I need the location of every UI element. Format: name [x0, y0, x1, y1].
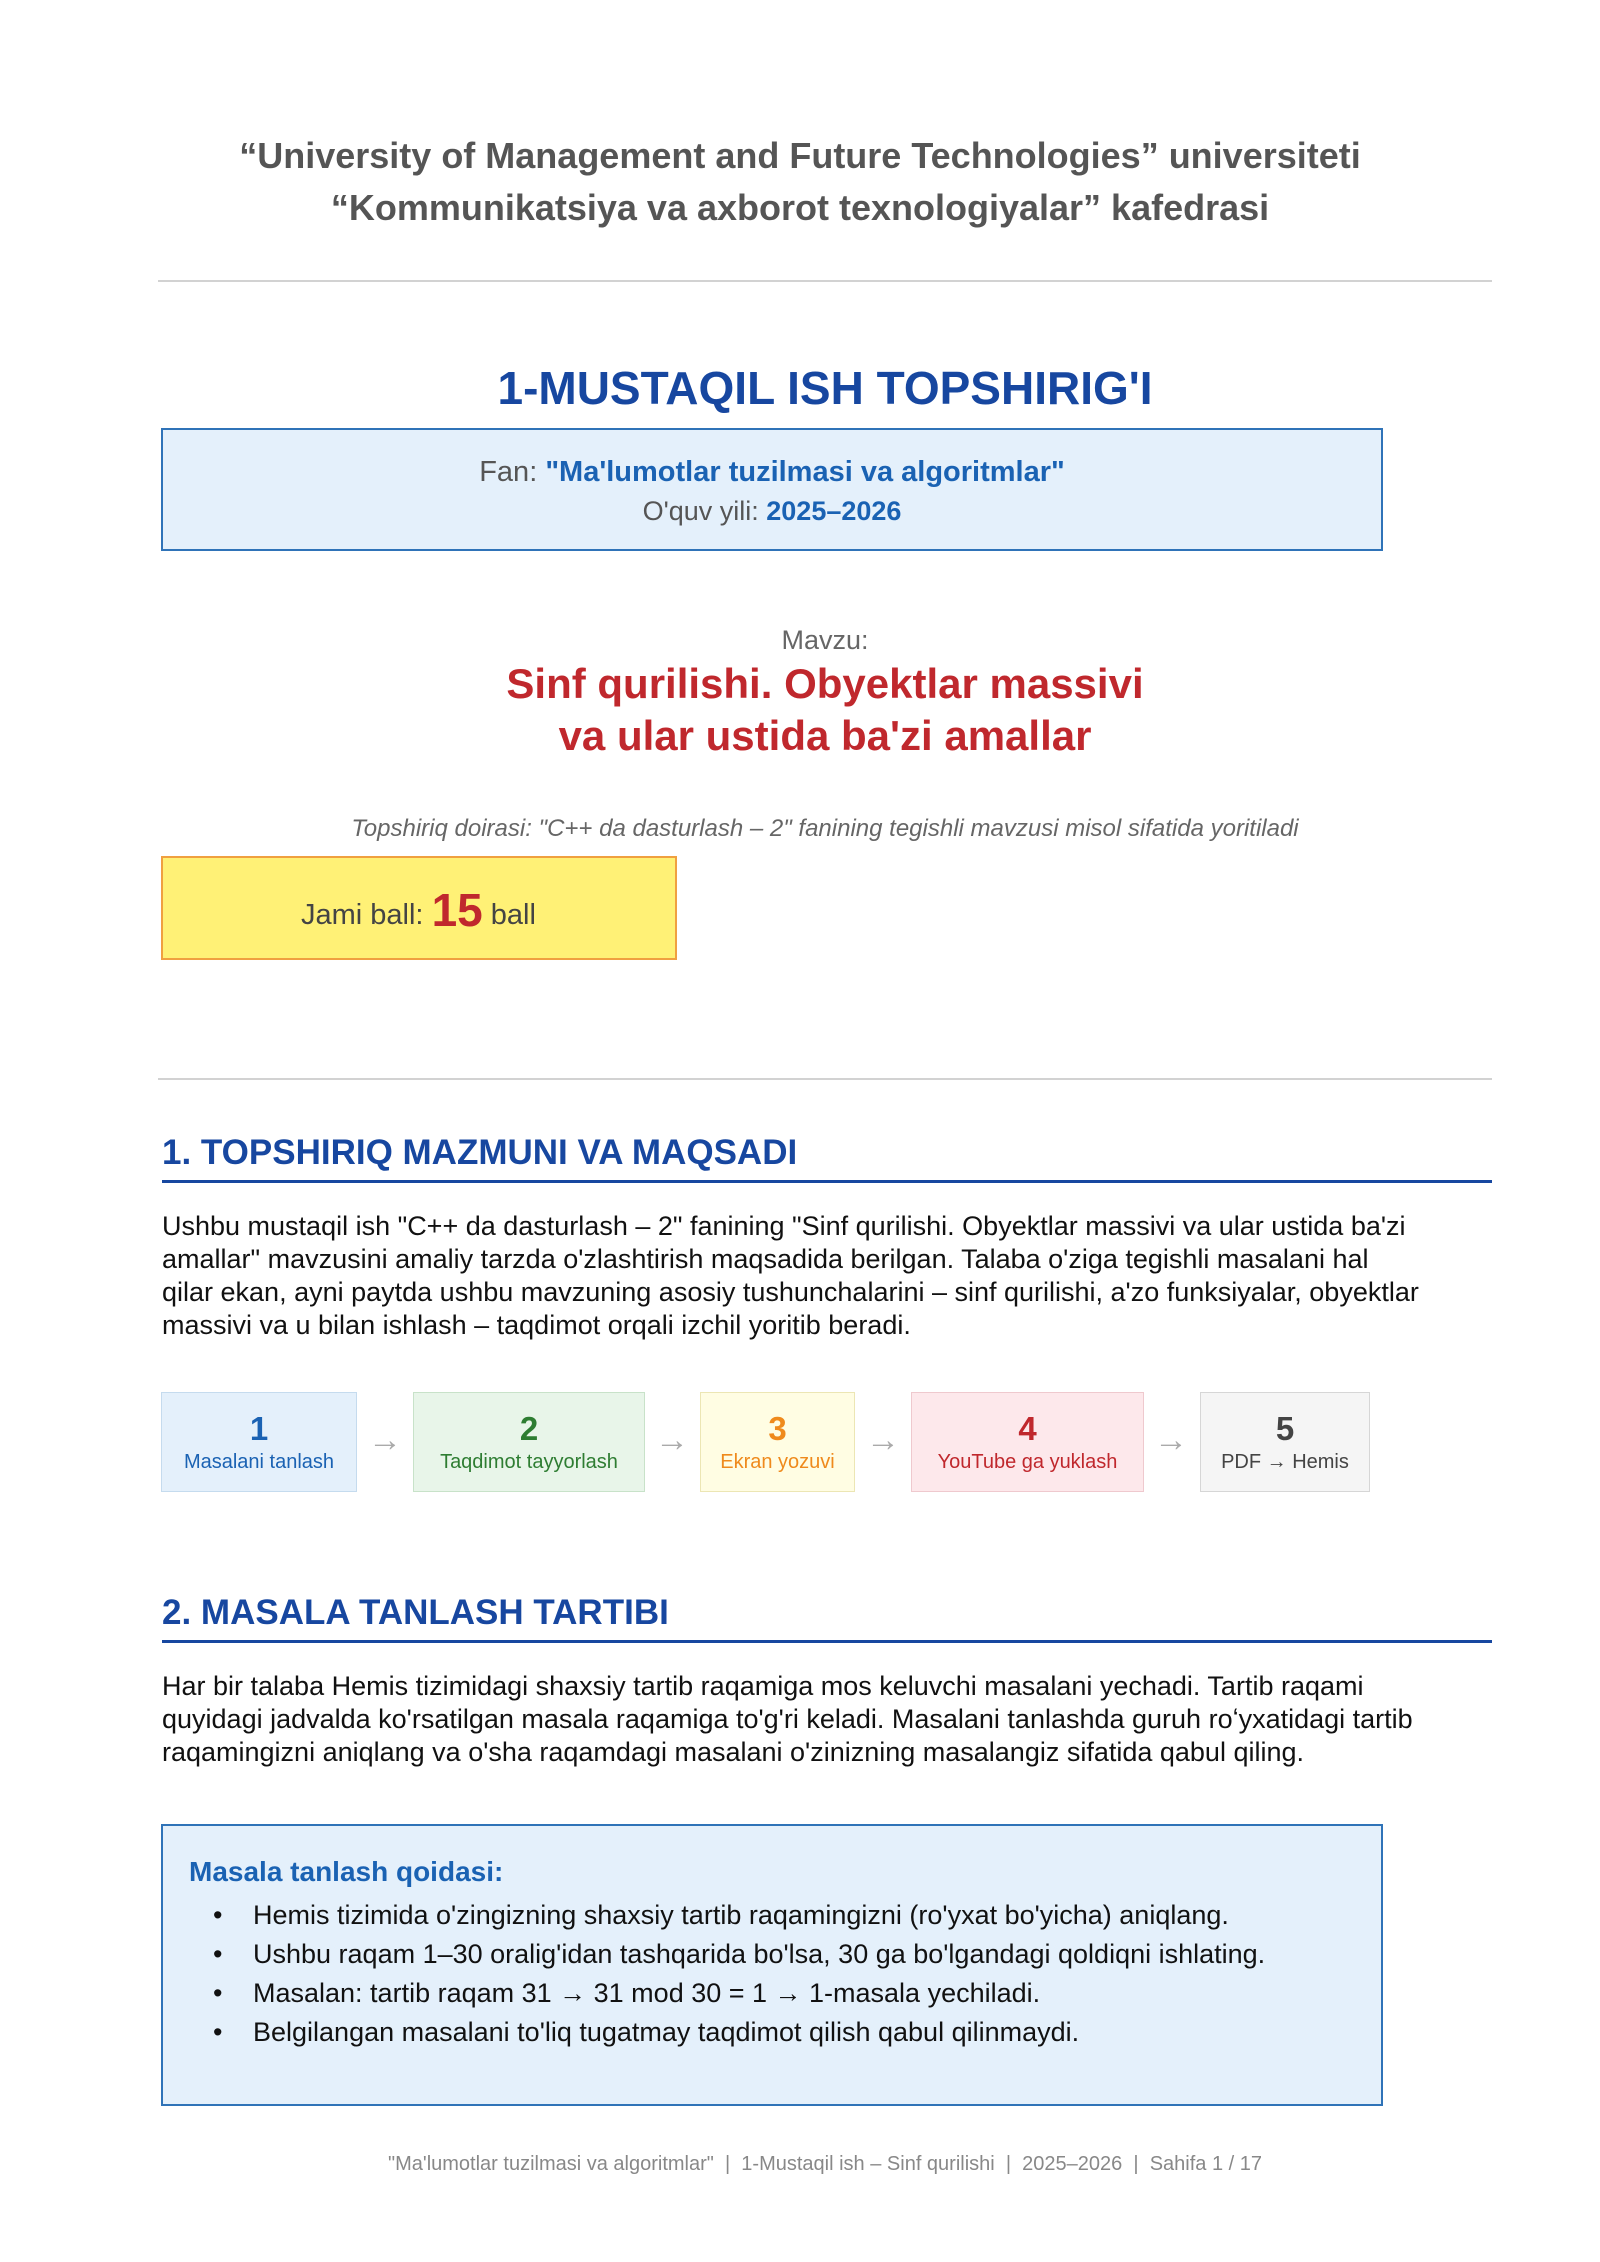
- arrow-right-icon: →: [368, 1421, 402, 1459]
- course-label: Fan:: [479, 456, 538, 488]
- rule-text: Hemis tizimida o'zingizning shaxsiy tartib raqamingizni (ro'yxat bo'yicha) aniqlang.: [253, 1900, 1229, 1930]
- bullet-icon: [189, 2013, 227, 2052]
- list-item: [189, 1974, 1265, 2013]
- workflow-step-pdf-hemis: [1200, 1392, 1370, 1492]
- step-number: 1: [249, 1410, 269, 1447]
- page-footer: "Ma'lumotlar tuzilmasi va algoritmlar" | 1-Mustaqil ish – Sinf qurilishi | 2025–2026 | Sahifa 1 / 17: [388, 2153, 1262, 2175]
- step-label: Masalani tanlash: [183, 1451, 335, 1473]
- header-divider: [158, 280, 1492, 282]
- step-label: Ekran yozuvi: [720, 1451, 835, 1473]
- rule-text: Ushbu raqam 1–30 oralig'idan tashqarida bo'lsa, 30 ga bo'lgandagi qoldiqni ishlating.: [253, 1939, 1266, 1969]
- topic-label: Mavzu:: [781, 625, 869, 655]
- list-item: [189, 2013, 1265, 2052]
- section-1-paragraph: [162, 1210, 1492, 1342]
- year-label: O'quv yili:: [642, 496, 759, 526]
- paragraph-line: qilar ekan, ayni paytda ushbu mavzuning asosiy tushunchalarini – sinf qurilishi, a'zo funksiyalar, obyektlar: [162, 1277, 1419, 1307]
- selection-rules-box: [161, 1824, 1383, 2106]
- step-label: PDF → Hemis: [1221, 1451, 1349, 1473]
- course-info-box: [161, 428, 1383, 551]
- task-scope: Topshiriq doirasi: "C++ da dasturlash – 2" fanining tegishli mavzusi misol sifatida yoritiladi: [351, 815, 1299, 842]
- page-title: 1-MUSTAQIL ISH TOPSHIRIG'I: [497, 362, 1153, 414]
- rule-text: Masalan: tartib raqam 31 → 31 mod 30 = 1 → 1-masala yechiladi.: [253, 1978, 1041, 2008]
- year-value: 2025–2026: [766, 496, 902, 526]
- rule-text: Belgilangan masalani to'liq tugatmay taqdimot qilish qabul qilinmaydi.: [253, 2017, 1080, 2047]
- score-value: 15: [431, 884, 483, 936]
- paragraph-line: Har bir talaba Hemis tizimidagi shaxsiy tartib raqamiga mos keluvchi masalani yechadi. Tartib raqami: [162, 1671, 1364, 1701]
- bullet-icon: [189, 1935, 227, 1974]
- arrow-right-icon: →: [655, 1421, 689, 1459]
- year-line: [163, 492, 1381, 530]
- course-line: [163, 452, 1381, 492]
- bullet-icon: [189, 1896, 227, 1935]
- topic-line-1: Sinf qurilishi. Obyektlar massivi: [506, 660, 1144, 707]
- step-label: Taqdimot tayyorlash: [440, 1451, 618, 1473]
- paragraph-line: massivi va u bilan ishlash – taqdimot orqali izchil yoritib beradi.: [162, 1310, 911, 1340]
- step-number: 4: [1018, 1410, 1037, 1447]
- paragraph-line: raqamingizni aniqlang va o'sha raqamdagi masalani o'zinizning masalangiz sifatida qabul qiling.: [162, 1737, 1304, 1767]
- department-name: “Kommunikatsiya va axborot texnologiyalar” kafedrasi: [330, 187, 1270, 228]
- step-label: YouTube ga yuklash: [937, 1451, 1118, 1473]
- step-number: 2: [519, 1410, 539, 1447]
- score-text: [301, 886, 536, 939]
- step-number: 5: [1275, 1410, 1295, 1447]
- workflow-step-select: [161, 1392, 357, 1492]
- arrow-right-icon: →: [866, 1421, 900, 1459]
- workflow-step-presentation: [413, 1392, 645, 1492]
- paragraph-line: Ushbu mustaqil ish "C++ da dasturlash – 2" fanining "Sinf qurilishi. Obyektlar massivi va ular ustida ba'zi: [162, 1211, 1406, 1241]
- score-unit: ball: [490, 899, 536, 931]
- section-2-paragraph: [162, 1670, 1492, 1769]
- section-2-rule: [162, 1640, 1492, 1643]
- topic-line-2: va ular ustida ba'zi amallar: [558, 712, 1092, 759]
- rules-list: [189, 1896, 1265, 2052]
- step-number: 3: [768, 1410, 787, 1447]
- paragraph-line: amallar" mavzusini amaliy tarzda o'zlashtirish maqsadida berilgan. Talaba o'ziga tegishli masalani hal: [162, 1244, 1369, 1274]
- score-label: Jami ball:: [301, 899, 424, 931]
- paragraph-line: quyidagi jadvalda ko'rsatilgan masala raqamiga to'g'ri keladi. Masalani tanlashda guruh roʻyxatidagi tartib: [162, 1704, 1413, 1734]
- course-value: "Ma'lumotlar tuzilmasi va algoritmlar": [545, 456, 1065, 488]
- section-1-rule: [162, 1180, 1492, 1183]
- workflow-step-youtube: [911, 1392, 1144, 1492]
- bullet-icon: [189, 1974, 227, 2013]
- university-header: [0, 130, 1600, 234]
- topic-title: [0, 658, 1600, 762]
- list-item: [189, 1935, 1265, 1974]
- arrow-right-icon: →: [1154, 1421, 1188, 1459]
- section-1-title: 1. TOPSHIRIQ MAZMUNI VA MAQSADI: [162, 1133, 798, 1172]
- section-divider: [158, 1078, 1492, 1080]
- list-item: [189, 1896, 1265, 1935]
- workflow-step-recording: [700, 1392, 855, 1492]
- section-2-title: 2. MASALA TANLASH TARTIBI: [162, 1593, 669, 1632]
- rules-title: Masala tanlash qoidasi:: [189, 1856, 504, 1887]
- score-box: [161, 856, 677, 960]
- university-name: “University of Management and Future Technologies” universiteti: [239, 135, 1361, 176]
